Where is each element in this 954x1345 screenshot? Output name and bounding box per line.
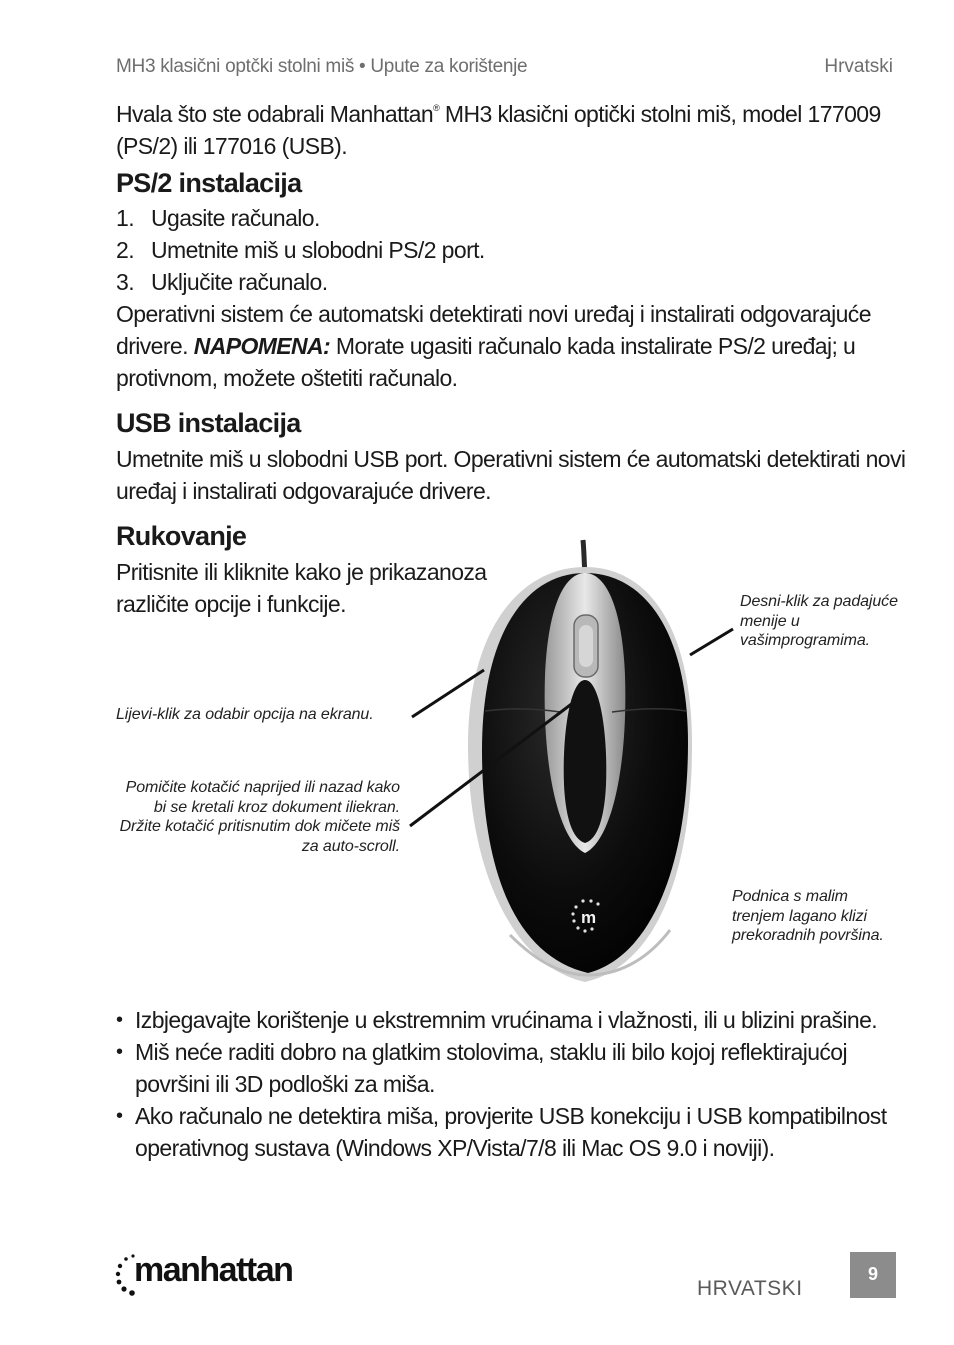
intro-text-end: MH3 klasični optički stolni miš, model 177009 (PS/2) ili 177016 (USB). — [116, 101, 881, 159]
page-number: 9 — [850, 1252, 896, 1298]
usb-paragraph: Umetnite miš u slobodni USB port. Operativni sistem će automatski detektirati novi uređaj i instalirati odgovarajuće drivere. — [116, 446, 906, 504]
annotation-left-click: Lijevi-klik za odabir opcija na ekranu. — [116, 706, 374, 723]
leader-left-click — [412, 670, 484, 717]
tips-list — [116, 1004, 896, 1164]
annotation-pad: Podnica s malim trenjem lagano klizi prekoradnih površina. — [732, 888, 884, 944]
logo-dots-icon — [114, 1250, 136, 1298]
mouse-logo: m — [581, 908, 597, 927]
intro-text-start: Hvala što ste odabrali Manhattan — [116, 101, 434, 127]
leader-right-click — [690, 629, 733, 655]
ps2-heading: PS/2 instalacija — [116, 168, 302, 198]
step-number: 1. — [116, 205, 134, 231]
bullet-text: Miš neće raditi dobro na glatkim stolovima, staklu ili bilo kojoj reflektirajućoj površini ili 3D podloški za miša. — [135, 1039, 847, 1097]
handling-heading: Rukovanje — [116, 521, 247, 551]
bullet-icon: • — [116, 1041, 123, 1063]
bullet-icon: • — [116, 1105, 123, 1127]
registered-mark: ® — [433, 103, 440, 113]
step-number: 3. — [116, 269, 134, 295]
usb-heading: USB instalacija — [116, 408, 301, 438]
bullet-text: Ako računalo ne detektira miša, provjerite USB konekciju i USB kompatibilnost operativnog sustava (Windows XP/Vista/7/8 ili Mac OS 9.0 i noviji). — [135, 1103, 887, 1161]
annotation-right-click: Desni-klik za padajuće menije u vašimprogramima. — [740, 593, 898, 649]
list-item — [116, 1004, 896, 1036]
step-text: Umetnite miš u slobodni PS/2 port. — [151, 237, 485, 263]
leader-scroll — [410, 690, 590, 826]
handling-paragraph: Pritisnite ili kliknite kako je prikazanoza različite opcije i funkcije. — [116, 559, 487, 617]
footer-language: HRVATSKI — [697, 1277, 803, 1300]
list-item — [116, 1100, 896, 1164]
bullet-text: Izbjegavajte korištenje u ekstremnim vrućinama i vlažnosti, ili u blizini prašine. — [135, 1007, 878, 1033]
step-number: 2. — [116, 237, 134, 263]
header-language: Hrvatski — [824, 56, 893, 77]
annotation-scroll: Pomičite kotačić naprijed ili nazad kako bi se kretali kroz dokument iliekran. Držite kotačić pritisnutim dok mičete miš za auto-scroll. — [119, 779, 400, 855]
bullet-icon: • — [116, 1009, 123, 1031]
step-text: Ugasite računalo. — [151, 205, 320, 231]
note-label: NAPOMENA: — [193, 333, 331, 359]
manhattan-logo — [114, 1250, 293, 1298]
brand-name: manhattan — [134, 1251, 293, 1289]
step-text: Uključite računalo. — [151, 269, 328, 295]
ps2-para-end: Morate ugasiti računalo kada instalirate PS/2 uređaj; u protivnom, možete oštetiti računalo. — [116, 333, 856, 391]
ps2-para-start: Operativni sistem će automatski detektirati novi uređaj i instalirati odgovarajuće drivere. — [116, 301, 871, 359]
header-title: MH3 klasični optčki stolni miš • Upute za korištenje — [116, 56, 528, 77]
list-item — [116, 1036, 896, 1100]
